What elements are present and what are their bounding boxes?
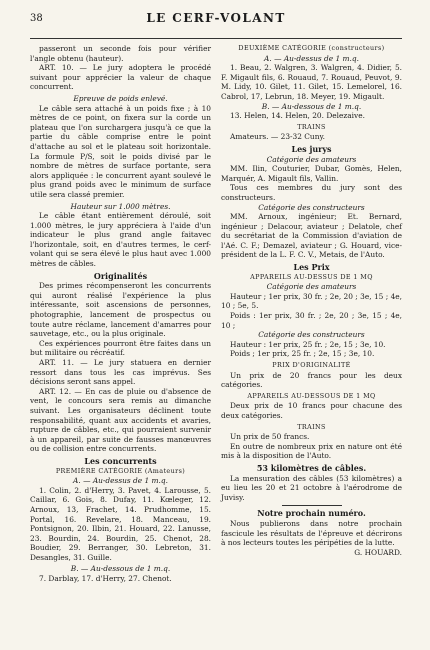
paragraph: Le câble étant entièrement déroulé, soit 1.000 mètres, le jury appréciera à l'aide d'un indicateur le plus grand angle faitavec l'horizontale, soit, en d'autres termes, le cerf-volant qui se sera élevé le plus haut avec 1.000 mètres de câbles. [30, 211, 211, 269]
page-header [30, 9, 402, 29]
paragraph: Ces expériences pourront être faites dans un but militaire ou récréatif. [30, 338, 211, 358]
subcategory-heading: Catégorie des constructeurs [258, 202, 365, 212]
author-signature: G. HOUARD. [354, 547, 402, 557]
section-heading: Notre prochain numéro. [257, 508, 366, 519]
divider [282, 505, 342, 506]
article-paragraph: ART. 10. — Le jury adoptera le procédé suivant pour apprécier la valeur de chaque concurrent. [30, 63, 211, 92]
section-subheading: Hauteur sur 1.000 mètres. [70, 201, 171, 211]
competitor-list: 7. Darblay, 17. d'Herry, 27. Chenot. [39, 574, 172, 584]
competitor-list: Amateurs. — 23-32 Cuny. [230, 132, 325, 142]
paragraph: Un prix de 50 francs. [230, 432, 310, 442]
section-heading: Originalités [93, 270, 148, 281]
category-heading: PRIX D'ORIGINALITÉ [272, 361, 351, 369]
subcategory-heading: Catégorie des amateurs [266, 154, 357, 164]
paragraph: Deux prix de 10 francs pour chacune des deux catégories. [221, 401, 402, 420]
category-heading: TRAINS [297, 422, 326, 431]
subcategory-heading: Catégorie des amateurs [266, 282, 357, 292]
subcategory-heading: B. — Au-dessous de 1 m.q. [70, 564, 171, 574]
article-paragraph: ART. 12. — En cas de pluie ou d'absence de vent, le concours sera remis au dimanche suivant. Les organisateurs déclinent toute responsabilité, quant aux accidents et avaries, rupture de câbles, etc., qui pourraient survenir à un appareil, par suite de fausses manœuvres ou de collision entre concurrents. [30, 386, 211, 454]
section-heading: Les concurrents [84, 455, 157, 466]
paragraph: En outre de nombreux prix en nature ont été mis à la disposition de l'Auto. [221, 441, 402, 461]
category-heading: TRAINS [297, 122, 326, 131]
category-heading: DEUXIÈME CATÉGORIE (constructeurs) [238, 44, 385, 52]
left-column [30, 44, 211, 584]
prize-line: Hauteur ; 1er prix, 30 fr. ; 2e, 20 ; 3e, 15 ; 4e, 10 ; 5e, 5. [221, 291, 402, 311]
category-heading: APPAREILS AU-DESSUS DE 1 MQ [250, 272, 373, 281]
paragraph: Tous ces membres du jury sont des constructeurs. [221, 183, 402, 202]
jury-list: MM. Arnoux, ingénieur; Et. Bernard, ingénieur ; Delacour, aviateur ; Delatole, chef du secrétariat de la Commission d'aviation de l'Aé. C. F.; Demazel, aviateur ; G. Houard, vice-président de la L. F. C. V., Metais, de l'Auto. [221, 212, 402, 260]
section-heading: Les Prix [293, 262, 330, 273]
paragraph: Des primes récompenseront les concurrents qui auront réalisé l'expérience la plus intéressante, soit ascensions de personnes, photographie, lancement de prospectus ou toute autre réclame, lancement d'amarres pour sauvetage, etc., ou la plus originale. [30, 281, 211, 339]
subcategory-heading: A. — Au-dessus de 1 m.q. [264, 53, 359, 63]
competitor-list: 1. Beau, 2. Walgren, 3. Walgren, 4. Didier, 5. F. Migault fils, 6. Rouaud, 7. Rouaud, Peuvot, 9. M. Lidy, 10. Gilet, 11. Gilet, 15. Lemelorel, 16. Cabrol, 17, Lebrun, 18. Meyer, 19. Migault. [221, 63, 402, 101]
paragraph: Un prix de 20 francs pour les deux catégories. [221, 370, 402, 390]
journal-title: LE CERF-VOLANT [146, 11, 286, 25]
jury-list: MM. Ilin, Couturier, Dubar, Gomès, Helen, Marquér, A. Migault fils, Vallin. [221, 164, 402, 183]
prize-line: Hauteur : 1er prix, 25 fr. ; 2e, 15 ; 3e, 10. [230, 339, 386, 349]
section-heading: 53 kilomètres de câbles. [256, 462, 367, 473]
header-rule [30, 38, 402, 39]
section-subheading: Epreuve de poids enlevé. [73, 93, 168, 103]
paragraph: La mensuration des câbles (53 kilomètres) a eu lieu les 20 et 21 octobre à l'aérodrome de Juvisy. [221, 473, 402, 502]
subcategory-heading: B. — Au-dessous de 1 m.q. [261, 101, 362, 111]
section-heading: Les jurys [291, 143, 332, 154]
prize-line: Poids ; 1er prix, 25 fr. ; 2e, 15 ; 3e, 10. [230, 349, 375, 359]
category-heading: APPAREILS AU-DESSOUS DE 1 MQ [247, 391, 376, 400]
paragraph: Le câble sera attaché à un poids fixe ; à 10 mètres de ce point, on fixera sur la corde un plateau que l'on surchargera jusqu'à ce que la partie du câble comprise entre le point d'attache au sol et le plateau soit horizontale. La formule P/S, soit le poids divisé par le nombre de mètres de surface portante, sera alors appliquée : le concurrent ayant soulevé le plus grand poids avec le minimum de surface utile sera classé premier. [30, 103, 211, 199]
competitor-list: 13. Helen, 14. Helen, 20. Delezaive. [230, 111, 365, 121]
subcategory-heading: A. — Au-dessus de 1 m.q. [73, 476, 168, 486]
page-number: 38 [30, 13, 43, 24]
article-paragraph: ART. 11. — Le jury statuera en dernier ressort dans tous les cas imprévus. Ses décisions seront sans appel. [30, 358, 211, 387]
paragraph: Nous publierons dans notre prochain fascicule les résultats de l'épreuve et décrirons à nos lecteurs toutes les péripéties de la lutte. [221, 518, 402, 548]
competitor-list: 1. Colin, 2. d'Herry, 3. Pavet, 4. Larousse, 5. Caillar, 6. Gois, 8. Dufay, 11. Kœleger, 12. Arnoux, 13, Frachet, 14. Prudhomme, 15. Portal, 16. Revelare, 18. Manceau, 19. Pontsignon, 20. Ilbin, 21. Houard, 22. Lanusse, 23. Bourdin, 24. Bourdin, 25. Chenot, 28. Boudier, 29. Berranger, 30. Lebreton, 31. Desangles, 31. Guille. [30, 485, 211, 562]
prize-line: Poids : 1er prix, 30 fr. ; 2e, 20 ; 3e, 15 ; 4e, 10 ; [221, 311, 402, 330]
category-heading: PREMIÈRE CATÉGORIE (Amateurs) [55, 466, 186, 475]
subcategory-heading: Catégorie des constructeurs [258, 330, 365, 340]
paragraph: passeront un seconde fois pour vérifier l'angle obtenu (hauteur). [30, 44, 211, 63]
right-column [221, 44, 402, 557]
